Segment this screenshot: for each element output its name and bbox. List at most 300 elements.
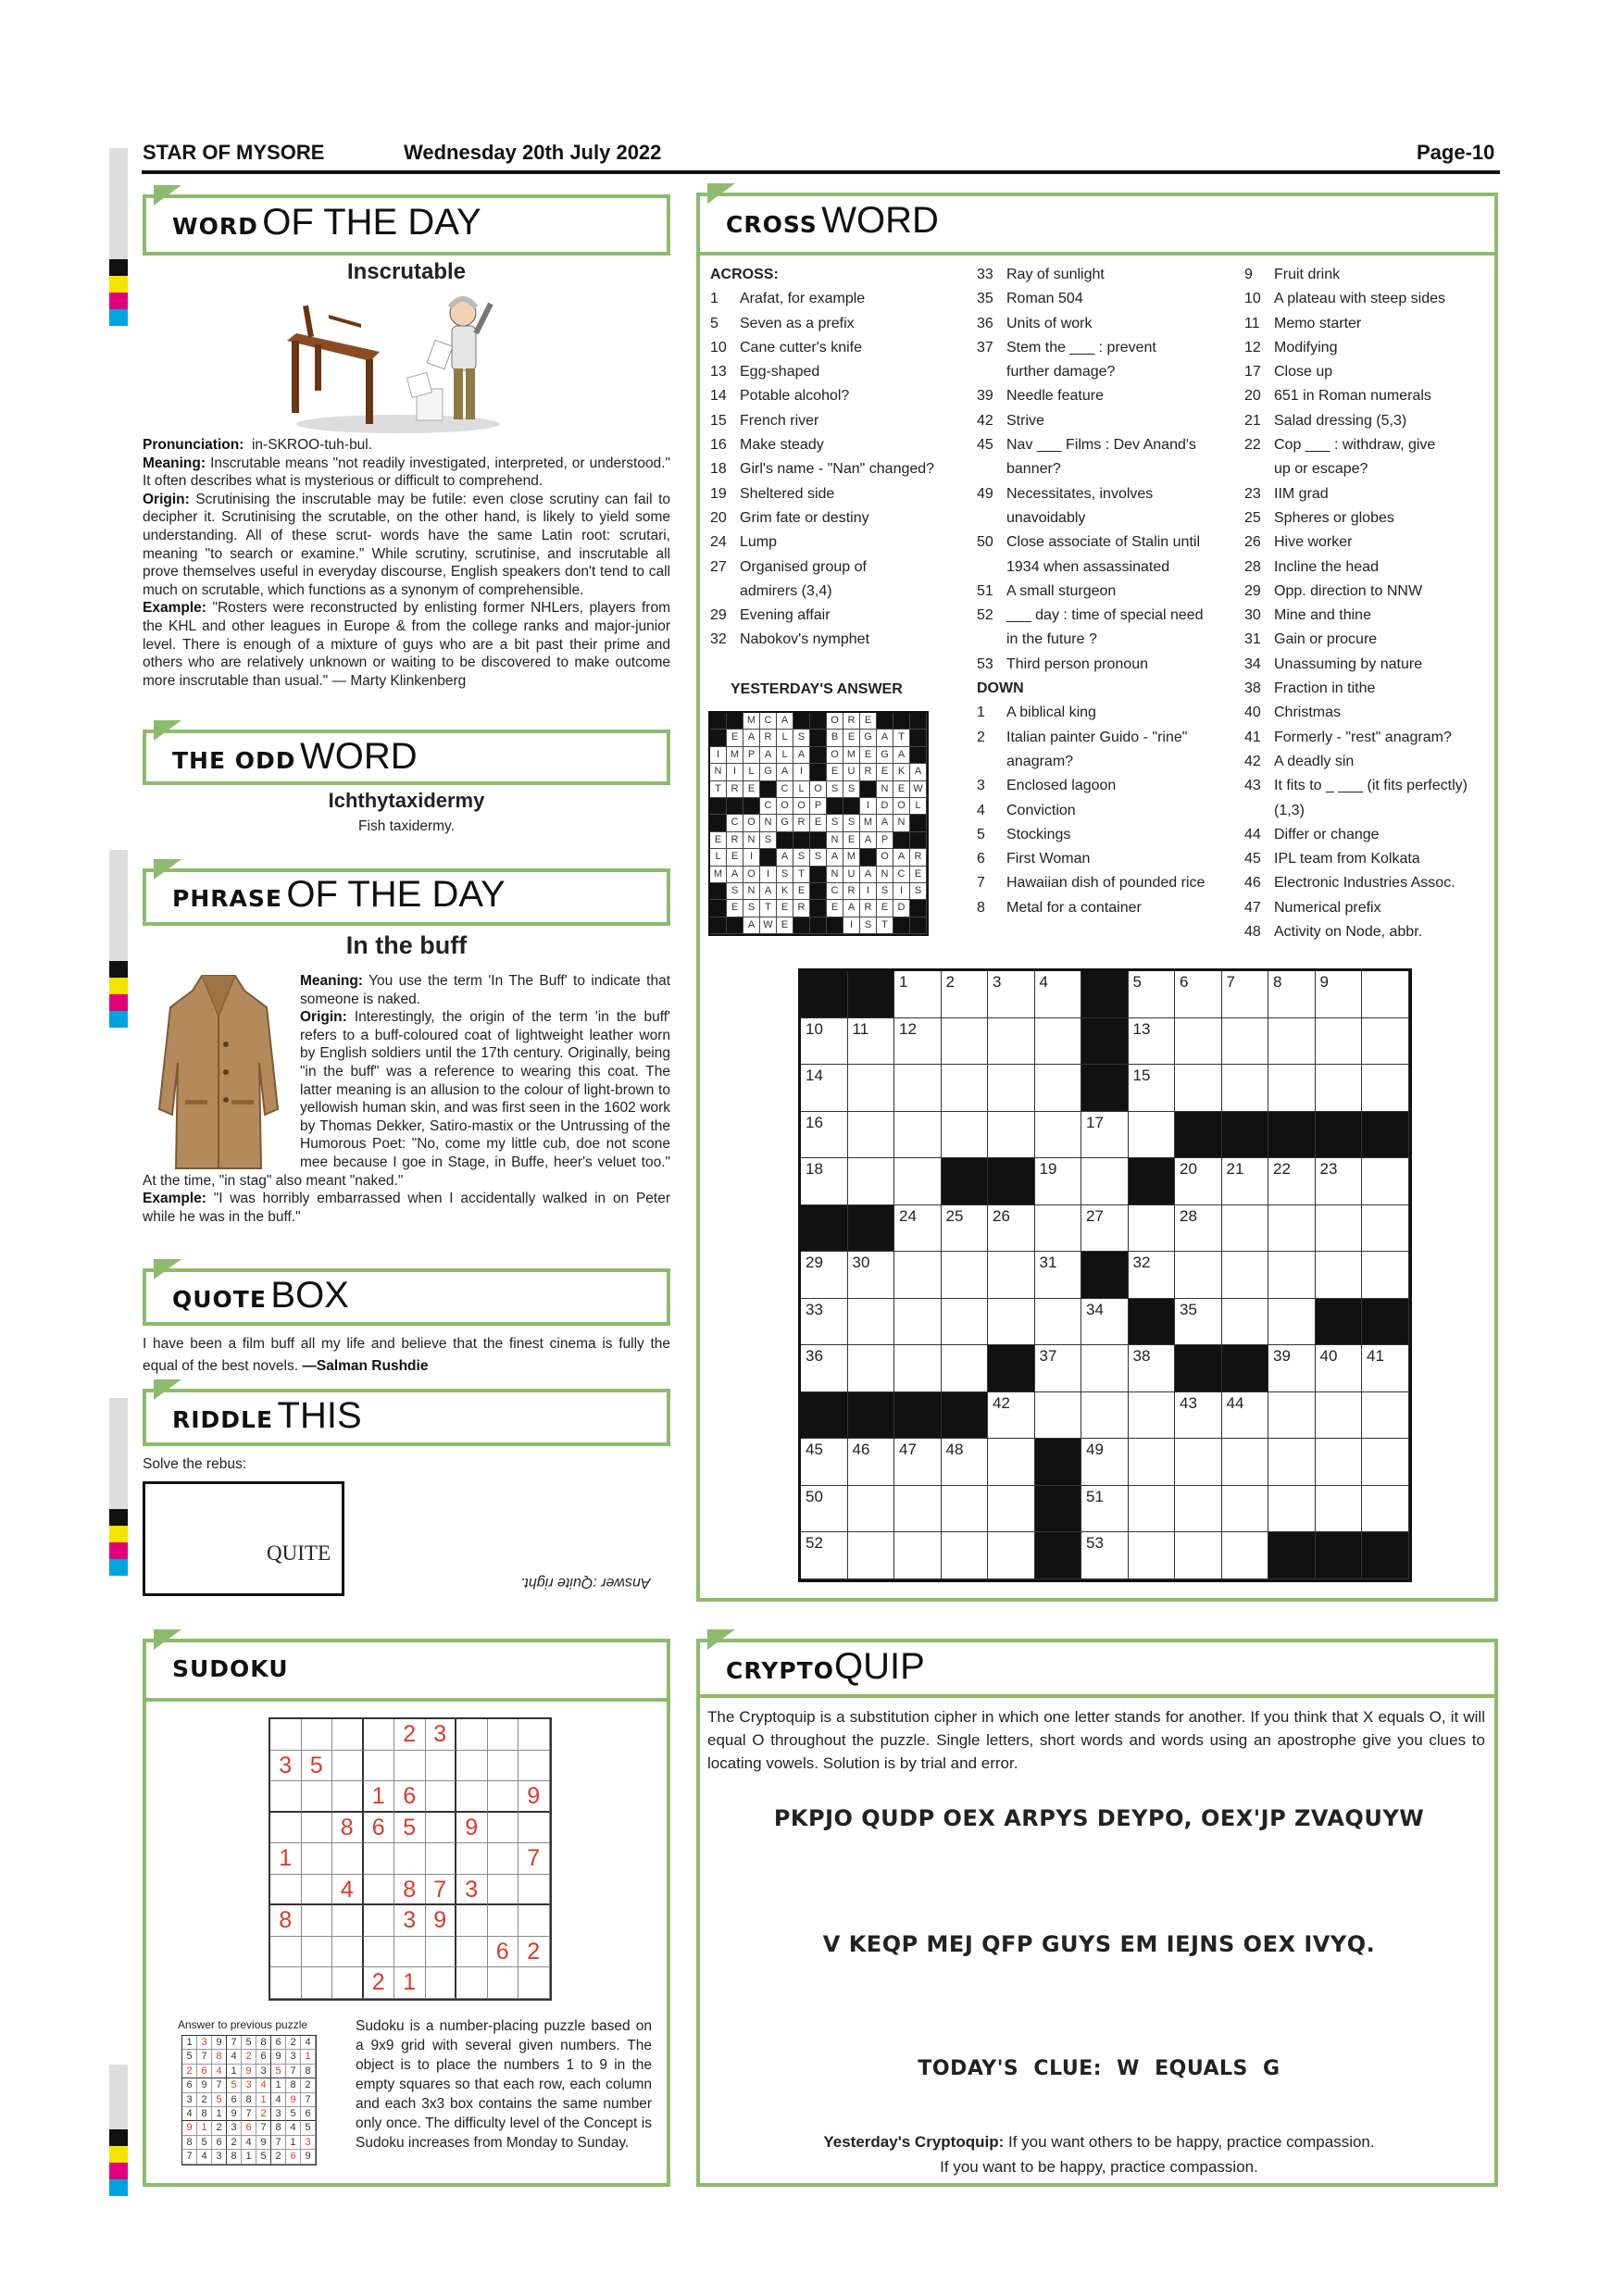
paper-name: STAR OF MYSORE (143, 141, 325, 164)
cell-number: 9 (1319, 973, 1329, 991)
sudoku-cell: 6 (394, 1781, 426, 1813)
answer-letter: O (827, 747, 843, 764)
sudoku-cell[interactable] (426, 1937, 457, 1968)
crossword-cell[interactable] (1222, 1439, 1269, 1486)
clue-item (1244, 871, 1494, 895)
black-square (910, 815, 927, 831)
previous-answer-cell: 6 (242, 2121, 256, 2135)
clue-text: A small sturgeon (1006, 582, 1117, 599)
crossword-cell[interactable] (1222, 1486, 1269, 1533)
crossword-cell[interactable] (1035, 1252, 1082, 1299)
crossword-cell[interactable] (1175, 1299, 1222, 1346)
crossword-cell[interactable] (1175, 1205, 1222, 1253)
sudoku-description: Sudoku is a number-placing puzzle based on a 9x9 grid with several given numbers. The object is to place the numbers 1 to 9 in the empty squares so that each row, each column and each 3x3 box contains the same number only once. The difficulty level of the Concept is Sudoku increases from Monday to Sunday. (356, 2018, 652, 2151)
crossword-cell[interactable] (801, 1532, 848, 1579)
clue-item (1244, 433, 1494, 457)
answer-letter: B (827, 730, 843, 746)
crossword-cell[interactable] (1268, 1252, 1316, 1299)
crossword-cell[interactable] (1081, 1158, 1129, 1205)
answer-letter: C (893, 867, 910, 883)
cell-number: 42 (993, 1393, 1010, 1412)
answer-letter: L (910, 798, 927, 815)
crossword-cell[interactable] (848, 1065, 895, 1112)
answer-letter: O (877, 849, 893, 866)
crossword-cell[interactable] (1268, 1439, 1316, 1486)
crossword-cell[interactable] (1035, 1112, 1082, 1159)
previous-answer-cell: 9 (212, 2036, 227, 2050)
black-square (827, 917, 843, 934)
sudoku-cell[interactable] (364, 1937, 395, 1968)
clue-item (1244, 287, 1494, 311)
crossword-cell[interactable] (848, 1018, 895, 1066)
black-square (810, 730, 827, 746)
sudoku-cell[interactable] (332, 1843, 364, 1875)
crossword-cell[interactable] (801, 1486, 848, 1533)
sudoku-cell[interactable] (270, 1813, 302, 1844)
black-square (1222, 1345, 1269, 1392)
crossword-cell[interactable] (1175, 1018, 1222, 1066)
sudoku-cell[interactable] (488, 1781, 519, 1813)
sudoku-cell[interactable] (456, 1905, 488, 1937)
crossword-cell[interactable] (894, 1065, 942, 1112)
answer-letter: U (843, 764, 860, 780)
crossword-cell[interactable] (1316, 1018, 1363, 1066)
crossword-cell[interactable] (1316, 971, 1363, 1018)
crossword-cell[interactable] (1035, 1392, 1082, 1440)
black-square (1316, 1532, 1363, 1579)
crossword-cell[interactable] (942, 1252, 989, 1299)
sudoku-cell[interactable] (270, 1781, 302, 1813)
crossword-cell[interactable] (801, 1158, 848, 1205)
sudoku-cell[interactable] (456, 1751, 488, 1782)
sudoku-cell[interactable] (270, 1937, 302, 1968)
crossword-grid[interactable] (798, 968, 1412, 1582)
crossword-cell[interactable] (988, 1532, 1035, 1579)
crossword-cell[interactable] (1222, 1299, 1269, 1346)
crossword-cell[interactable] (1129, 1392, 1176, 1440)
answer-letter: T (893, 730, 910, 746)
clue-number: 21 (1244, 412, 1261, 429)
answer-letter: S (843, 781, 860, 798)
clue-text: Organised group of (740, 558, 867, 575)
clue-number: 32 (710, 631, 727, 648)
crossword-cell[interactable] (1175, 1439, 1222, 1486)
black-square (743, 798, 760, 815)
sudoku-cell[interactable] (456, 1843, 488, 1875)
clue-text: First Woman (1006, 851, 1091, 867)
clue-number: 29 (1244, 582, 1261, 599)
crossword-cell[interactable] (1362, 1158, 1409, 1205)
black-square (760, 849, 777, 866)
crossword-cell[interactable] (1129, 1486, 1176, 1533)
clue-item (1244, 823, 1494, 847)
cell-number: 52 (806, 1534, 823, 1552)
crossword-cell[interactable] (1362, 1205, 1409, 1253)
sudoku-cell[interactable] (488, 1751, 519, 1782)
sudoku-cell[interactable] (332, 1967, 364, 1999)
clue-number: 31 (1244, 631, 1261, 648)
sudoku-cell[interactable] (394, 1843, 426, 1875)
sudoku-cell[interactable] (488, 1875, 519, 1906)
crossword-cell[interactable] (848, 1439, 895, 1486)
crossword-cell[interactable] (988, 1252, 1035, 1299)
sudoku-cell[interactable] (302, 1813, 333, 1844)
clue-text: admirers (3,4) (740, 582, 832, 599)
crossword-cell[interactable] (1268, 1392, 1316, 1440)
sudoku-cell[interactable] (488, 1843, 519, 1875)
crossword-cell[interactable] (1362, 1439, 1409, 1486)
crossword-cell[interactable] (1081, 1205, 1129, 1253)
clue-text: Modifying (1274, 339, 1338, 356)
answer-letter: O (810, 781, 827, 798)
cipher-line-2: V KEQP MEJ QFP GUYS EM IEJNS OEX IVYQ. (822, 1931, 1376, 1957)
clue-text: Cane cutter's knife (740, 339, 863, 356)
sudoku-cell[interactable] (364, 1843, 395, 1875)
answer-letter: N (760, 815, 777, 831)
clue-item (1244, 774, 1494, 798)
crossword-cell[interactable] (1316, 1252, 1363, 1299)
clue-item (1244, 457, 1494, 481)
registration-strip (109, 1398, 128, 1576)
black-square (710, 900, 727, 917)
crossword-cell[interactable] (988, 1299, 1035, 1346)
clue-number: 36 (977, 315, 993, 331)
crossword-cell[interactable] (801, 1065, 848, 1112)
sudoku-cell[interactable] (426, 1751, 457, 1782)
clue-item (1244, 384, 1494, 408)
crossword-cell[interactable] (1268, 1299, 1316, 1346)
sudoku-cell[interactable] (518, 1813, 550, 1844)
answer-letter: R (843, 883, 860, 900)
sudoku-cell[interactable] (332, 1719, 364, 1751)
sudoku-cell[interactable] (426, 1843, 457, 1875)
sudoku-cell[interactable] (488, 1905, 519, 1937)
sudoku-cell[interactable] (302, 1937, 333, 1968)
sudoku-cell: 7 (518, 1843, 550, 1875)
answer-letter: I (727, 764, 743, 780)
clue-item (977, 628, 1227, 652)
crossword-cell[interactable] (988, 1065, 1035, 1112)
crossword-cell[interactable] (1129, 971, 1176, 1018)
sudoku-cell: 6 (364, 1813, 395, 1844)
answer-letter: P (810, 798, 827, 815)
crossword-cell[interactable] (848, 1486, 895, 1533)
clue-item (1244, 409, 1494, 433)
crossword-cell[interactable] (848, 1345, 895, 1392)
crossword-cell[interactable] (894, 1439, 942, 1486)
answer-letter: A (827, 849, 843, 866)
crossword-cell[interactable] (1268, 1205, 1316, 1253)
crossword-cell[interactable] (801, 1439, 848, 1486)
crossword-cell[interactable] (988, 1112, 1035, 1159)
crossword-cell[interactable] (801, 1018, 848, 1066)
crossword-cell[interactable] (1175, 1065, 1222, 1112)
crossword-cell[interactable] (1222, 1158, 1269, 1205)
crossword-cell[interactable] (848, 1299, 895, 1346)
crossword-cell[interactable] (1129, 1065, 1176, 1112)
answer-letter: I (710, 747, 727, 764)
clue-text: ___ day : time of special need (1006, 607, 1204, 624)
crossword-cell[interactable] (1362, 971, 1409, 1018)
previous-answer-cell: 1 (271, 2078, 286, 2092)
crossword-cell[interactable] (1268, 1065, 1316, 1112)
previous-answer-cell: 1 (212, 2107, 227, 2121)
crossword-cell[interactable] (894, 1532, 942, 1579)
crossword-cell[interactable] (1316, 1158, 1363, 1205)
crossword-cell[interactable] (1175, 1392, 1222, 1440)
crossword-cell[interactable] (1175, 1532, 1222, 1579)
crossword-cell[interactable] (942, 1532, 989, 1579)
crossword-cell[interactable] (1129, 1252, 1176, 1299)
answer-letter: O (743, 815, 760, 831)
crossword-cell[interactable] (942, 971, 989, 1018)
previous-answer-cell: 4 (256, 2078, 271, 2092)
crossword-cell[interactable] (848, 1532, 895, 1579)
sudoku-cell[interactable] (426, 1967, 457, 1999)
sudoku-cell[interactable] (488, 1967, 519, 1999)
sudoku-cell[interactable] (302, 1843, 333, 1875)
crossword-cell[interactable] (1081, 1439, 1129, 1486)
crossword-cell[interactable] (942, 1018, 989, 1066)
crossword-cell[interactable] (1129, 1112, 1176, 1159)
crossword-cell[interactable] (1175, 1158, 1222, 1205)
sudoku-cell[interactable] (332, 1905, 364, 1937)
answer-letter: N (743, 832, 760, 849)
crossword-cell[interactable] (894, 1252, 942, 1299)
crossword-cell[interactable] (1362, 1252, 1409, 1299)
crossword-cell[interactable] (1175, 971, 1222, 1018)
black-square (1081, 1252, 1129, 1299)
crossword-cell[interactable] (942, 1299, 989, 1346)
sudoku-cell: 2 (364, 1967, 395, 1999)
sudoku-cell[interactable] (426, 1813, 457, 1844)
previous-answer-cell: 1 (182, 2036, 197, 2050)
sudoku-cell[interactable] (456, 1967, 488, 1999)
crossword-cell[interactable] (1268, 1158, 1316, 1205)
black-square (760, 781, 777, 798)
sudoku-cell[interactable] (518, 1875, 550, 1906)
crossword-cell[interactable] (894, 971, 942, 1018)
sudoku-cell[interactable] (518, 1719, 550, 1751)
black-square (910, 713, 927, 730)
clue-text: Seven as a prefix (740, 315, 855, 331)
crossword-cell[interactable] (894, 1205, 942, 1253)
previous-answer-cell: 1 (256, 2093, 271, 2107)
crossword-cell[interactable] (1081, 1486, 1129, 1533)
answer-letter: A (860, 832, 877, 849)
answer-letter: E (710, 832, 727, 849)
clue-item (977, 312, 1227, 336)
black-square (1268, 1532, 1316, 1579)
crossword-cell[interactable] (1035, 971, 1082, 1018)
black-square (710, 917, 727, 934)
crossword-cell[interactable] (1175, 1486, 1222, 1533)
answer-letter: S (810, 849, 827, 866)
crossword-cell[interactable] (1035, 1018, 1082, 1066)
sudoku-cell[interactable] (518, 1751, 550, 1782)
crossword-cell[interactable] (942, 1345, 989, 1392)
crossword-cell[interactable] (1222, 1252, 1269, 1299)
crossword-cell[interactable] (894, 1299, 942, 1346)
clue-item (710, 287, 979, 311)
sudoku-title: SUDOKU (172, 1655, 289, 1682)
sudoku-cell[interactable] (302, 1781, 333, 1813)
clue-text: Nabokov's nymphet (740, 631, 870, 648)
crossword-cell[interactable] (942, 1439, 989, 1486)
sudoku-cell[interactable] (518, 1967, 550, 1999)
clue-item (1244, 604, 1494, 628)
crossword-cell[interactable] (1081, 1392, 1129, 1440)
crossword-cell[interactable] (1081, 1345, 1129, 1392)
crossword-cell[interactable] (1222, 1065, 1269, 1112)
sudoku-cell[interactable] (302, 1905, 333, 1937)
crossword-cell[interactable] (848, 1158, 895, 1205)
crossword-cell[interactable] (848, 1252, 895, 1299)
sudoku-cell[interactable] (394, 1937, 426, 1968)
crossword-cell[interactable] (894, 1112, 942, 1159)
black-square (727, 917, 743, 934)
crossword-cell[interactable] (894, 1018, 942, 1066)
crossword-cell[interactable] (1035, 1065, 1082, 1112)
sudoku-cell[interactable] (394, 1751, 426, 1782)
crossword-cell[interactable] (942, 1065, 989, 1112)
crossword-cell[interactable] (1222, 1018, 1269, 1066)
clue-number: 9 (1244, 267, 1253, 282)
answer-letter: I (743, 849, 760, 866)
answer-letter: G (760, 764, 777, 780)
crossword-cell[interactable] (1222, 1532, 1269, 1579)
crossword-cell[interactable] (1129, 1345, 1176, 1392)
crossword-cell[interactable] (1268, 1345, 1316, 1392)
sudoku-cell[interactable] (302, 1719, 333, 1751)
crossword-cell[interactable] (1081, 1532, 1129, 1579)
cipher-line-1: PKPJO QUDP OEX ARPYS DEYPO, OEX'JP ZVAQUYW (773, 1805, 1425, 1831)
crossword-cell[interactable] (942, 1486, 989, 1533)
clue-text: Girl's name - "Nan" changed? (740, 461, 935, 478)
clue-number: 1 (977, 705, 985, 721)
crossword-cell[interactable] (1035, 1158, 1082, 1205)
crossword-cell[interactable] (1316, 1486, 1363, 1533)
crossword-cell[interactable] (801, 1345, 848, 1392)
crossword-cell[interactable] (1316, 1345, 1363, 1392)
answer-letter: A (860, 867, 877, 883)
previous-answer-label: Answer to previous puzzle (178, 2018, 308, 2031)
crossword-cell[interactable] (1268, 1018, 1316, 1066)
crossword-cell[interactable] (1362, 1345, 1409, 1392)
crossword-cell[interactable] (1222, 1205, 1269, 1253)
sudoku-cell[interactable] (270, 1719, 302, 1751)
crossword-cell[interactable] (1035, 1345, 1082, 1392)
sudoku-cell[interactable] (332, 1781, 364, 1813)
sudoku-cell[interactable] (456, 1781, 488, 1813)
answer-letter: E (777, 917, 793, 934)
crossword-cell[interactable] (988, 1439, 1035, 1486)
sudoku-cell[interactable] (302, 1875, 333, 1906)
crossword-cell[interactable] (1316, 1065, 1363, 1112)
crossword-cell[interactable] (1035, 1299, 1082, 1346)
crossword-cell[interactable] (1316, 1439, 1363, 1486)
sudoku-cell[interactable] (426, 1781, 457, 1813)
crossword-cell[interactable] (1222, 971, 1269, 1018)
crossword-cell[interactable] (894, 1345, 942, 1392)
crossword-cell[interactable] (1362, 1486, 1409, 1533)
crossword-cell[interactable] (988, 971, 1035, 1018)
sudoku-cell[interactable] (488, 1813, 519, 1844)
crossword-cell[interactable] (894, 1486, 942, 1533)
crossword-cell[interactable] (988, 1392, 1035, 1440)
crossword-cell[interactable] (1222, 1392, 1269, 1440)
sudoku-cell[interactable] (364, 1875, 395, 1906)
crossword-cell[interactable] (1316, 1205, 1363, 1253)
sudoku-cell[interactable] (332, 1751, 364, 1782)
sudoku-cell[interactable] (270, 1875, 302, 1906)
answer-letter: S (860, 917, 877, 934)
crossword-cell[interactable] (801, 1299, 848, 1346)
sudoku-cell[interactable] (518, 1905, 550, 1937)
clue-item (1244, 677, 1494, 701)
clue-item (977, 555, 1227, 580)
clue-item (1244, 263, 1494, 287)
clue-item (710, 506, 979, 530)
previous-answer-cell: 2 (182, 2065, 197, 2078)
crossword-cell[interactable] (1316, 1392, 1363, 1440)
crossword-divider (700, 252, 1494, 256)
crossword-cell[interactable] (988, 1486, 1035, 1533)
answer-letter: I (843, 917, 860, 934)
answer-letter: M (743, 713, 760, 730)
sudoku-cell: 3 (456, 1875, 488, 1906)
crossword-cell[interactable] (1268, 1486, 1316, 1533)
sudoku-cell[interactable] (456, 1937, 488, 1968)
crossword-cell[interactable] (1129, 1532, 1176, 1579)
sudoku-cell[interactable] (302, 1967, 333, 1999)
crossword-cell[interactable] (1362, 1065, 1409, 1112)
crossword-cell[interactable] (1081, 1299, 1129, 1346)
crossword-cell[interactable] (1129, 1205, 1176, 1253)
crossword-cell[interactable] (988, 1205, 1035, 1253)
sudoku-cell[interactable] (456, 1719, 488, 1751)
sudoku-cell[interactable] (364, 1751, 395, 1782)
answer-letter: M (710, 867, 727, 883)
crossword-cell[interactable] (894, 1158, 942, 1205)
sudoku-grid[interactable] (269, 1717, 552, 2001)
cell-number: 36 (806, 1347, 823, 1365)
answer-letter: I (793, 764, 810, 780)
crossword-cell[interactable] (801, 1112, 848, 1159)
crossword-cell[interactable] (1081, 1112, 1129, 1159)
sudoku-cell[interactable] (488, 1719, 519, 1751)
crossword-cell[interactable] (1362, 1018, 1409, 1066)
sudoku-cell[interactable] (332, 1937, 364, 1968)
odd-word-title: THE ODD WORD (172, 736, 418, 777)
crossword-cell[interactable] (1035, 1205, 1082, 1253)
previous-answer-cell: 2 (227, 2136, 242, 2150)
crossword-cell[interactable] (848, 1112, 895, 1159)
sudoku-cell[interactable] (270, 1967, 302, 1999)
sudoku-cell[interactable] (364, 1719, 395, 1751)
crossword-cell[interactable] (1129, 1018, 1176, 1066)
crossword-cell[interactable] (1175, 1252, 1222, 1299)
crossword-cell[interactable] (1268, 971, 1316, 1018)
sudoku-cell[interactable] (364, 1905, 395, 1937)
answer-letter: S (743, 900, 760, 917)
crossword-cell[interactable] (942, 1205, 989, 1253)
crossword-cell[interactable] (801, 1252, 848, 1299)
crossword-cell[interactable] (1362, 1392, 1409, 1440)
crossword-cell[interactable] (942, 1112, 989, 1159)
crossword-cell[interactable] (988, 1018, 1035, 1066)
crossword-cell[interactable] (1129, 1439, 1176, 1486)
